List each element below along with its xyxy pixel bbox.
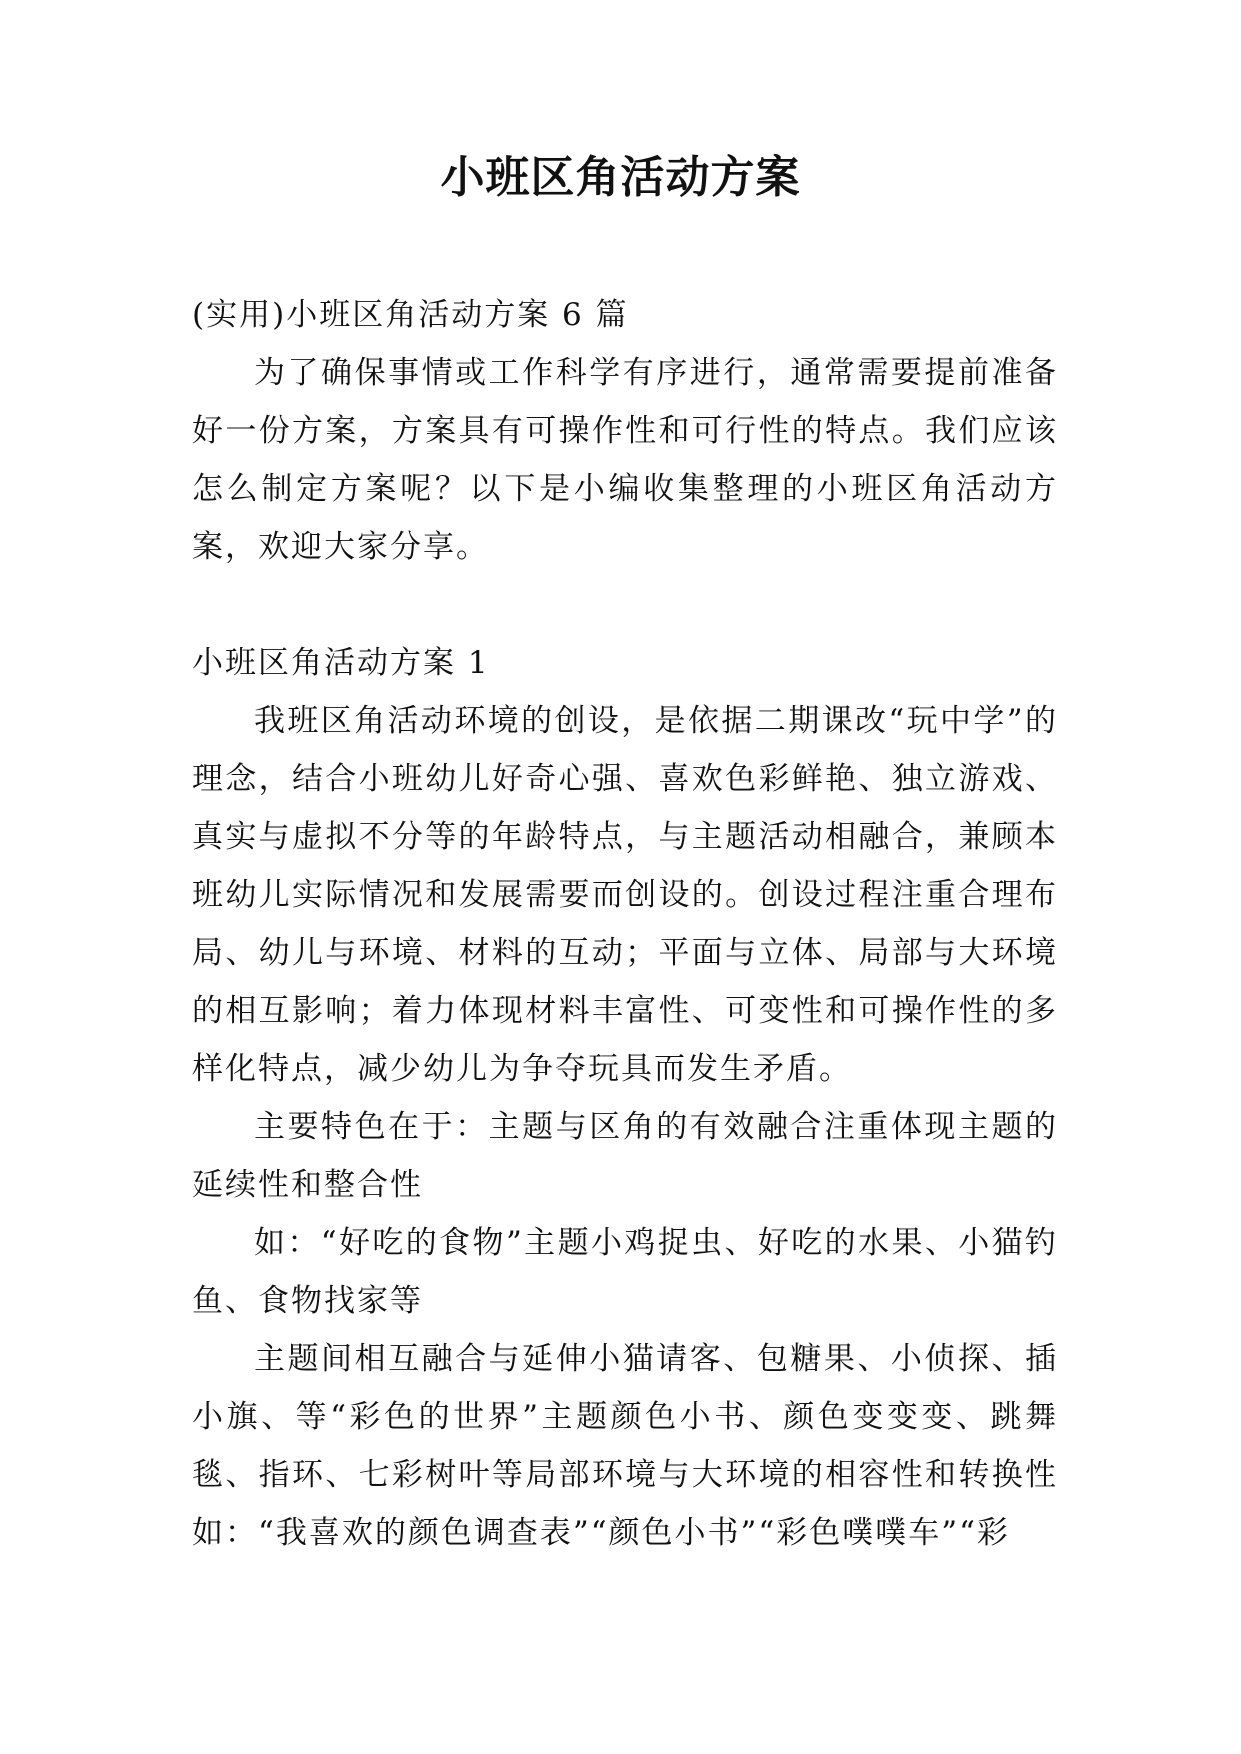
section-paragraph: 主要特色在于：主题与区角的有效融合注重体现主题的延续性和整合性	[192, 1109, 1058, 1203]
section-paragraph: 主题间相互融合与延伸小猫请客、包糖果、小侦探、插小旗、等“彩色的世界”主题颜色小书、颜色变变变、跳舞毯、指环、七彩树叶等局部环境与大环境的相容性和转换性如：“我喜欢的颜色调查表”“颜色小书”“彩色噗噗车”“彩	[192, 1341, 1058, 1551]
intro-paragraph: 为了确保事情或工作科学有序进行，通常需要提前准备好一份方案，方案具有可操作性和可行性的特点。我们应该怎么制定方案呢？以下是小编收集整理的小班区角活动方案，欢迎大家分享。	[192, 355, 1058, 565]
section-paragraph: 如：“好吃的食物”主题小鸡捉虫、好吃的水果、小猫钓鱼、食物找家等	[192, 1225, 1058, 1319]
section-heading: 小班区角活动方案 1	[192, 645, 490, 681]
document-body	[192, 286, 1058, 1562]
document-subtitle: (实用)小班区角活动方案 6 篇	[192, 297, 629, 333]
document-title: 小班区角活动方案	[440, 152, 801, 203]
section-paragraph: 我班区角活动环境的创设，是依据二期课改“玩中学”的理念，结合小班幼儿好奇心强、喜欢色彩鲜艳、独立游戏、真实与虚拟不分等的年龄特点，与主题活动相融合，兼顾本班幼儿实际情况和发展需要而创设的。创设过程注重合理布局、幼儿与环境、材料的互动；平面与立体、局部与大环境的相互影响；着力体现材料丰富性、可变性和可操作性的多样化特点，减少幼儿为争夺玩具而发生矛盾。	[192, 703, 1058, 1087]
paragraph-spacer	[192, 576, 1058, 634]
